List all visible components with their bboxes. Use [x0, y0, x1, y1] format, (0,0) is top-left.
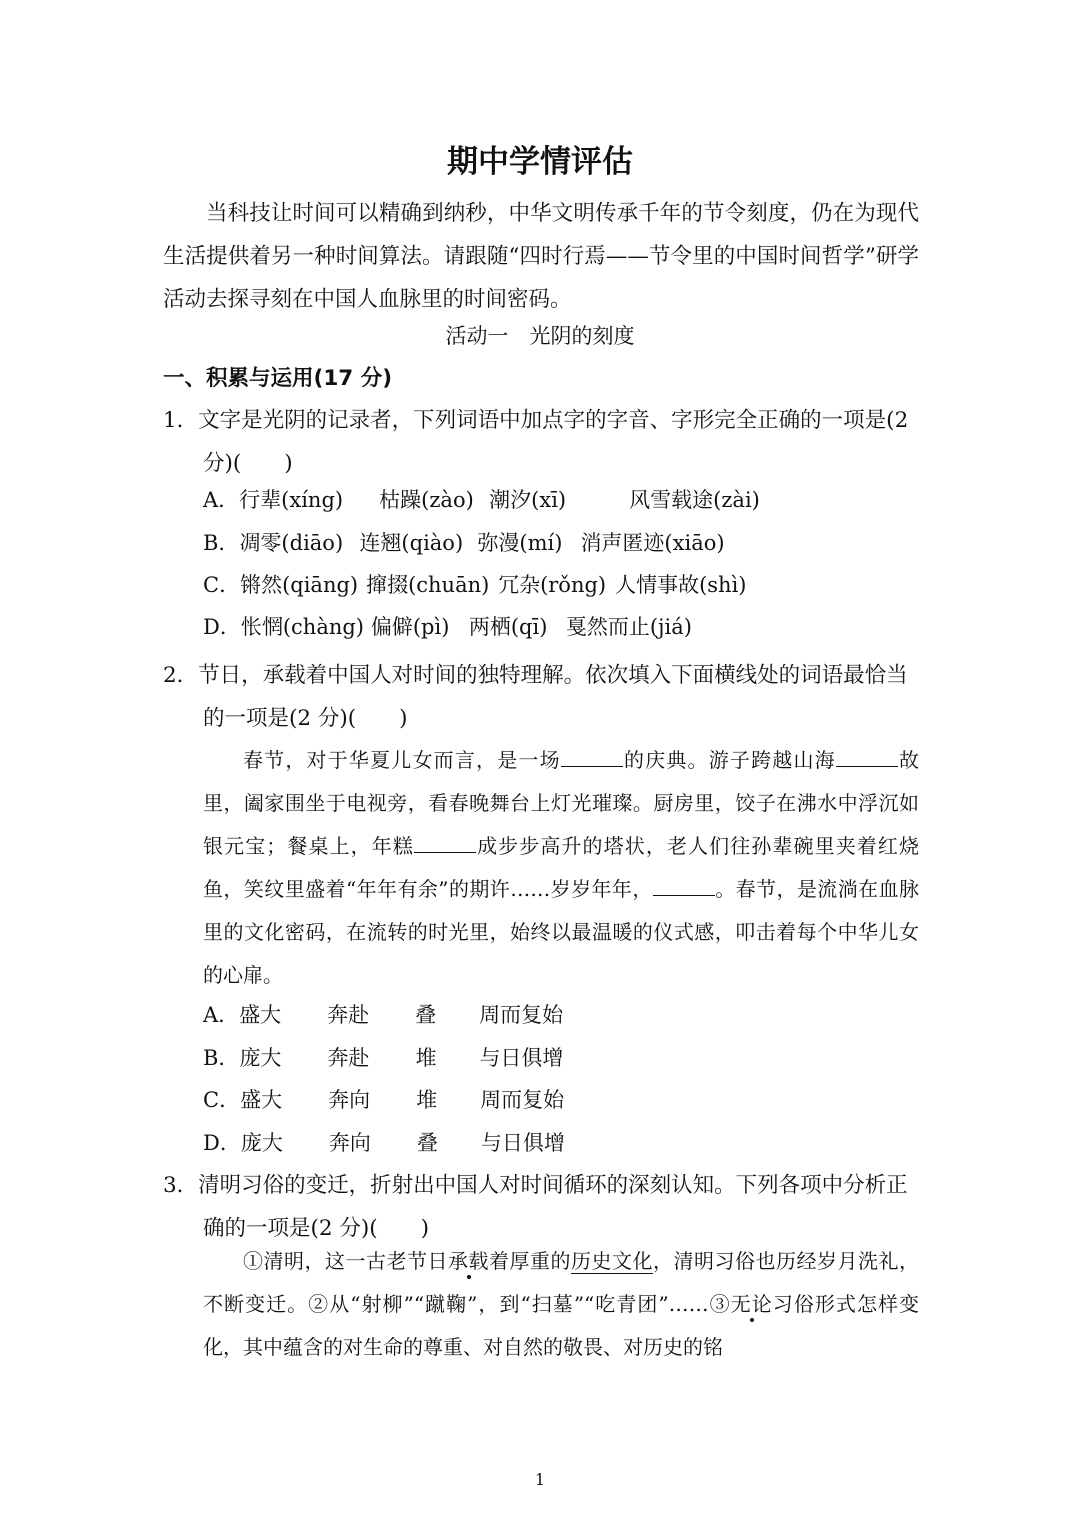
option-item: 叠	[415, 1003, 437, 1027]
passage-text: 的庆典。游子跨越山海	[622, 748, 836, 772]
q3-passage	[203, 1240, 919, 1369]
dotted-word: 无论	[730, 1292, 773, 1316]
option-label: D．	[203, 615, 241, 639]
option-item: 连翘(qiào)	[359, 531, 464, 555]
passage-text: ，清明习俗也历经岁月洗礼，不断变迁。②从“射柳”“蹴鞠”，到“扫墓”“吃青团”……③	[203, 1249, 919, 1316]
option-item: 戛然而止(jiá)	[565, 615, 692, 639]
section-heading: 一、积累与运用(17 分)	[163, 366, 393, 391]
q2-stem-cont: 的一项是(2 分)( )	[203, 706, 408, 731]
passage-text: 春节，对于华夏儿女而言，是一场	[243, 748, 561, 772]
option-item: 人情事故(shì)	[615, 573, 747, 597]
option-item: 奔赴	[327, 1046, 370, 1070]
q2-option-a[interactable]	[203, 1000, 563, 1030]
option-item: 奔向	[328, 1131, 371, 1155]
option-item: 行辈(xíng)	[239, 488, 344, 512]
page-number: 1	[534, 1470, 546, 1489]
q3-stem: 3．清明习俗的变迁，折射出中国人对时间循环的深刻认知。下列各项中分析正	[163, 1173, 908, 1198]
passage-text: 成步步高升的塔状，老人们往孙辈碗里夹着红烧鱼，笑纹里盛着“年年有余”的期许……岁岁年年，	[203, 834, 920, 901]
option-item: 叠	[416, 1131, 438, 1155]
option-item: 庞大	[240, 1131, 283, 1155]
q1-option-b[interactable]	[203, 528, 725, 558]
q2-passage	[203, 739, 919, 997]
option-item: 潮汐(xī)	[489, 488, 567, 512]
option-item: 庞大	[239, 1046, 282, 1070]
option-label: A．	[203, 1003, 240, 1027]
q2-stem: 2．节日，承载着中国人对时间的独特理解。依次填入下面横线处的词语最恰当	[163, 663, 908, 688]
answer-blank[interactable]	[653, 873, 715, 896]
dotted-word: 承载	[448, 1249, 489, 1273]
activity-heading: 活动一 光阴的刻度	[445, 324, 635, 348]
passage-text: 。春节，是流淌在血脉里的文化密码，在流转的时光里，始终以最温暖的仪式感，叩击着每个中华儿女的心扉。	[203, 877, 919, 987]
option-item: 周而复始	[480, 1088, 565, 1112]
option-item: 周而复始	[479, 1003, 564, 1027]
option-label: C．	[203, 1088, 241, 1112]
answer-blank[interactable]	[414, 830, 476, 853]
option-item: 枯躁(zào)	[379, 488, 474, 512]
option-item: 与日俱增	[479, 1046, 564, 1070]
passage-text: 故里，阖家围坐于电视旁，看春晚舞台上灯光璀璨。厨房里，饺子在沸水中浮沉如银元宝；餐桌上，年糕	[203, 748, 920, 858]
option-item: 盛大	[239, 1003, 282, 1027]
option-item: 怅惘(chàng)	[240, 615, 365, 639]
q1-stem-cont: 分)( )	[203, 451, 293, 476]
option-item: 撺掇(chuān)	[366, 573, 490, 597]
q1-stem: 1．文字是光阴的记录者，下列词语中加点字的字音、字形完全正确的一项是(2	[163, 408, 909, 433]
answer-blank[interactable]	[836, 744, 898, 767]
option-label: A．	[203, 488, 240, 512]
q1-option-d[interactable]	[203, 612, 692, 642]
q3-stem-cont: 确的一项是(2 分)( )	[203, 1216, 430, 1241]
option-item: 凋零(diāo)	[239, 531, 344, 555]
underlined-word: 历史文化	[571, 1249, 653, 1273]
page-title: 期中学情评估	[447, 144, 633, 180]
q2-option-d[interactable]	[203, 1128, 565, 1158]
intro-paragraph: 当科技让时间可以精确到纳秒，中华文明传承千年的节令刻度，仍在为现代生活提供着另一种时间算法。请跟随“四时行焉——节令里的中国时间哲学”研学活动去探寻刻在中国人血脉里的时间密码。	[163, 201, 919, 312]
q1-option-c[interactable]	[203, 570, 746, 600]
option-item: 冗杂(rǒng)	[498, 573, 607, 597]
passage-text: ①清明，这一古老节日	[243, 1249, 448, 1273]
option-label: B．	[203, 1046, 240, 1070]
option-item: 偏僻(pì)	[370, 615, 450, 639]
option-item: 盛大	[240, 1088, 283, 1112]
option-label: D．	[203, 1131, 241, 1155]
option-item: 奔向	[328, 1088, 371, 1112]
option-item: 堆	[415, 1046, 437, 1070]
option-item: 堆	[416, 1088, 438, 1112]
option-item: 两栖(qī)	[468, 615, 548, 639]
answer-blank[interactable]	[561, 744, 623, 767]
option-item: 奔赴	[327, 1003, 370, 1027]
passage-text: 着厚重的	[489, 1249, 571, 1273]
option-item: 风雪载途(zài)	[629, 488, 760, 512]
q2-option-b[interactable]	[203, 1043, 563, 1073]
option-item: 弥漫(mí)	[477, 531, 563, 555]
option-label: B．	[203, 531, 240, 555]
option-label: C．	[203, 573, 241, 597]
option-item: 与日俱增	[480, 1131, 565, 1155]
q2-option-c[interactable]	[203, 1085, 564, 1115]
option-item: 锵然(qiāng)	[240, 573, 359, 597]
q1-option-a[interactable]	[203, 485, 760, 515]
passage-text: 习俗形式怎样变化，其中蕴含的对生命的尊重、对自然的敬畏、对历史的铭	[203, 1292, 920, 1359]
option-item: 消声匿迹(xiāo)	[580, 531, 725, 555]
